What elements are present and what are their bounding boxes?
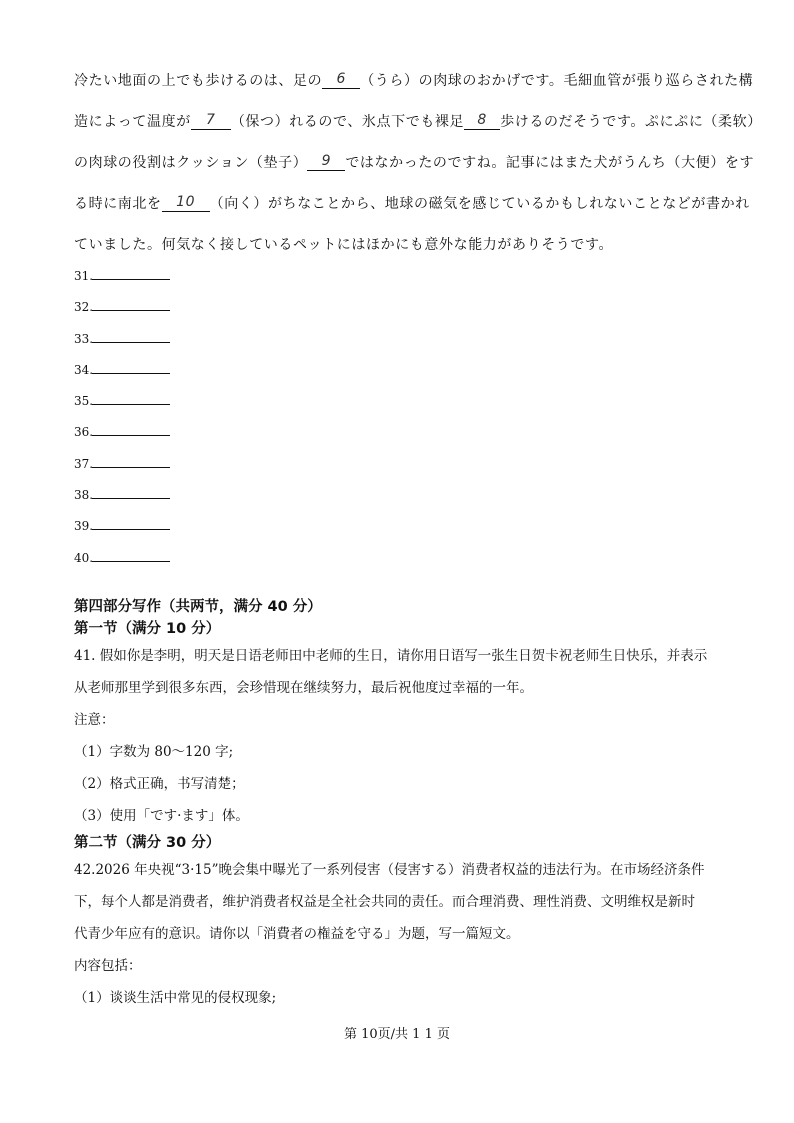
answer-number: 32. bbox=[74, 300, 94, 315]
q41-line-1: 41. 假如你是李明，明天是日语老师田中老师的生日，请你用日语写一张生日贺卡祝老师生日快乐，并表示 bbox=[74, 648, 708, 664]
note-label: 注意： bbox=[74, 712, 115, 728]
writing-section bbox=[74, 596, 734, 1014]
passage-line-4 bbox=[74, 189, 750, 230]
passage-line-5: ていました。何気なく接しているペットにはほかにも意外な能力がありそうです。 bbox=[74, 237, 614, 253]
answer-number: 38. bbox=[74, 488, 94, 503]
note-1: （1）字数为 80～120 字; bbox=[74, 744, 234, 760]
passage-line-2 bbox=[74, 107, 762, 148]
answer-blank[interactable] bbox=[92, 487, 170, 499]
passage-text: 歩けるのだそうです。ぷにぷに（柔软） bbox=[500, 114, 762, 130]
part4-title: 第四部分写作（共两节，满分 40 分） bbox=[74, 599, 322, 615]
blank-7: 7 bbox=[191, 112, 231, 130]
passage-text: の肉球の役割はクッション（垫子） bbox=[74, 155, 308, 171]
answer-line[interactable] bbox=[74, 389, 724, 420]
note-2: （2）格式正确，书写清楚； bbox=[74, 776, 245, 792]
q42-line-1: 42.2026 年央视“3·15”晚会集中曝光了一系列侵害（侵害する）消费者权益的违法行为。在市场经济条件 bbox=[74, 862, 705, 878]
answer-blank[interactable] bbox=[92, 362, 170, 374]
answer-number: 31. bbox=[74, 269, 94, 283]
answer-list bbox=[74, 264, 724, 577]
answer-line[interactable] bbox=[74, 358, 724, 389]
note-3: （3）使用「です·ます」体。 bbox=[74, 808, 249, 824]
blank-9: 9 bbox=[307, 153, 345, 171]
answer-number: 34. bbox=[74, 362, 94, 377]
answer-blank[interactable] bbox=[92, 424, 170, 436]
answer-blank[interactable] bbox=[92, 393, 170, 405]
blank-8: 8 bbox=[464, 112, 500, 130]
answer-blank[interactable] bbox=[92, 456, 170, 468]
answer-number: 35. bbox=[74, 394, 94, 409]
answer-blank[interactable] bbox=[92, 268, 170, 280]
passage-text: （うら）の肉球のおかげです。毛細血管が張り巡らされた構 bbox=[360, 73, 754, 89]
answer-line[interactable] bbox=[74, 295, 724, 326]
answer-number: 39. bbox=[74, 519, 94, 534]
answer-blank[interactable] bbox=[92, 518, 170, 530]
passage-text: （保つ）れるので、氷点下でも裸足 bbox=[230, 114, 465, 130]
answer-blank[interactable] bbox=[92, 299, 170, 311]
passage-text: る時に南北を bbox=[74, 196, 162, 212]
answer-line[interactable] bbox=[74, 327, 724, 358]
reading-passage bbox=[74, 66, 762, 577]
answer-line[interactable] bbox=[74, 420, 724, 451]
passage-line-1 bbox=[74, 66, 754, 107]
page-footer: 第 10页/共 1 1 页 bbox=[344, 1027, 450, 1042]
passage-text: （向く）がちなことから、地球の磁気を感じているかもしれないことなどが書かれ bbox=[209, 196, 750, 212]
q42-line-2: 下，每个人都是消费者，维护消费者权益是全社会共同的责任。而合理消费、理性消费、文明维权是新时 bbox=[74, 894, 695, 910]
section1-title: 第一节（满分 10 分） bbox=[74, 621, 221, 637]
blank-10: 10 bbox=[162, 194, 210, 212]
passage-line-3 bbox=[74, 148, 755, 189]
answer-line[interactable] bbox=[74, 452, 724, 483]
content-label: 内容包括： bbox=[74, 958, 142, 974]
answer-line[interactable] bbox=[74, 264, 724, 295]
answer-line[interactable] bbox=[74, 514, 724, 545]
answer-number: 37. bbox=[74, 456, 94, 471]
answer-number: 33. bbox=[74, 331, 94, 346]
answer-blank[interactable] bbox=[92, 550, 170, 562]
content-1: （1）谈谈生活中常见的侵权现象; bbox=[74, 990, 277, 1006]
passage-text: 冷たい地面の上でも歩けるのは、足の bbox=[74, 73, 323, 89]
passage-text: 造によって温度が bbox=[74, 114, 191, 130]
answer-line[interactable] bbox=[74, 483, 724, 514]
answer-blank[interactable] bbox=[92, 331, 170, 343]
q41-line-2: 从老师那里学到很多东西，会珍惜现在继续努力，最后祝他度过幸福的一年。 bbox=[74, 680, 533, 696]
answer-number: 36. bbox=[74, 425, 94, 440]
answer-line[interactable] bbox=[74, 546, 724, 577]
section2-title: 第二节（满分 30 分） bbox=[74, 835, 221, 851]
q42-line-3: 代青少年应有的意识。请你以「消費者の権益を守る」为题，写一篇短文。 bbox=[74, 926, 520, 942]
blank-6: 6 bbox=[322, 71, 360, 89]
answer-number: 40. bbox=[74, 550, 94, 565]
passage-text: ではなかったのですね。記事にはまた犬がうんち（大便）をす bbox=[345, 155, 755, 171]
